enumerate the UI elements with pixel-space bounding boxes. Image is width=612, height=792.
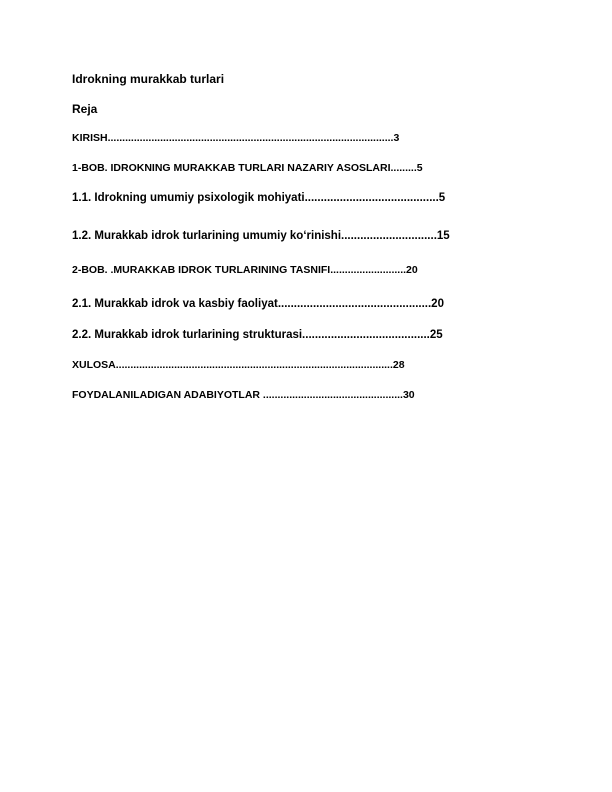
document-title: Idrokning murakkab turlari [72,72,225,86]
toc-entry-2-2: 2.2. Murakkab idrok turlarining strukturasi........................................25 [72,329,443,341]
toc-entry-xulosa: XULOSA...............................................................................................28 [72,359,405,371]
toc-entry-chapter-2: 2-BOB. .MURAKKAB IDROK TURLARINING TASNIFI..........................20 [72,264,418,276]
toc-entry-kirish: KIRISH..................................................................................................3 [72,132,400,144]
toc-entry-1-1: 1.1. Idrokning umumiy psixologik mohiyati..........................................5 [72,192,446,204]
toc-entry-chapter-1: 1-BOB. IDROKNING MURAKKAB TURLARI NAZARIY ASOSLARI.........5 [72,162,423,174]
toc-entry-adabiyotlar: FOYDALANILADIGAN ADABIYOTLAR ................................................30 [72,389,415,401]
document-subtitle: Reja [72,102,98,116]
toc-entry-2-1: 2.1. Murakkab idrok va kasbiy faoliyat................................................20 [72,298,444,310]
toc-entry-1-2: 1.2. Murakkab idrok turlarining umumiy ko‘rinishi..............................15 [72,230,450,242]
